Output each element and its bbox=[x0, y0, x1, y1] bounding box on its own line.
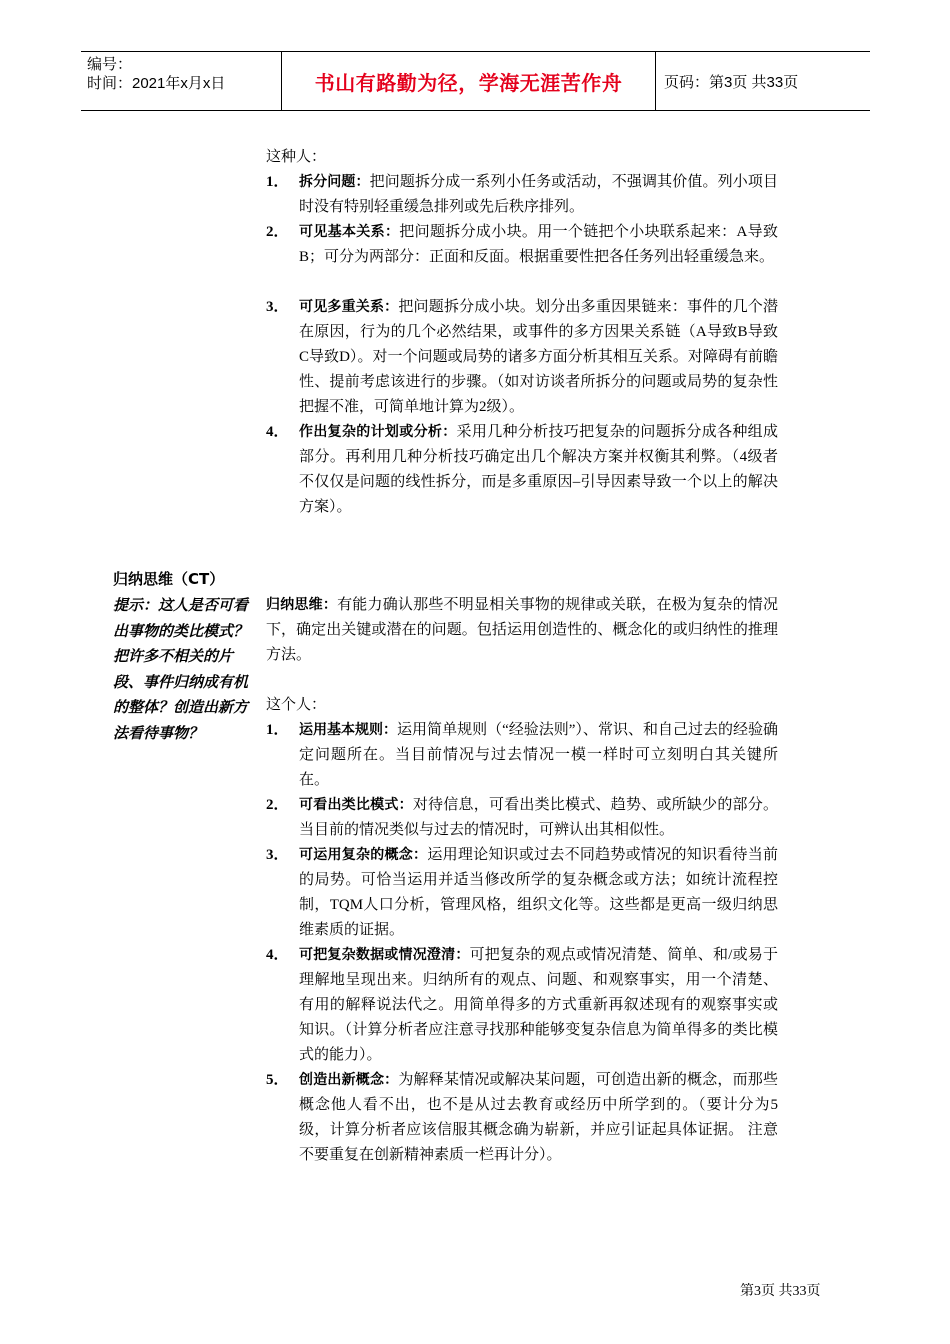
item-number: 2． bbox=[266, 797, 289, 813]
definition-text: 有能力确认那些不明显相关事物的规律或关联，在极为复杂的情况下，确定出关键或潜在的问题。包括运用创造性的、概念化的或归纳性的推理方法。 bbox=[266, 597, 778, 663]
item-text: 把问题拆分成一系列小任务或活动，不强调其价值。列小项目时没有特别轻重缓急排列或先后秩序排列。 bbox=[299, 174, 779, 215]
section2-title: 归纳思维（CT） bbox=[113, 570, 225, 588]
item-text: 运用简单规则（“经验法则”）、常识、和自己过去的经验确定问题所在。当目前情况与过去情况一模一样时可立刻明白其关键所在。 bbox=[299, 722, 779, 788]
header-number-label: 编号： bbox=[87, 56, 133, 73]
section2-intro: 这个人： bbox=[266, 697, 327, 713]
item-title: 可见基本关系： bbox=[299, 224, 400, 240]
item-title: 可运用复杂的概念： bbox=[299, 847, 428, 863]
item-title: 作出复杂的计划或分析： bbox=[299, 424, 457, 440]
item-number: 1． bbox=[266, 174, 289, 190]
item-number: 4． bbox=[266, 424, 289, 440]
page-header bbox=[81, 51, 870, 111]
section1-intro: 这种人： bbox=[266, 149, 327, 165]
item-number: 2． bbox=[266, 224, 289, 240]
section2-hint: 提示：这人是否可看出事物的类比模式？把许多不相关的片段、事件归纳成有机的整体？创造出新方法看待事物？ bbox=[113, 596, 249, 742]
item-text: 把问题拆分成小块。划分出多重因果链来：事件的几个潜在原因，行为的几个必然结果，或事件的多方因果关系链（A导致B导致C导致D）。对一个问题或局势的诸多方面分析其相互关系。对障碍有前瞻性、提前考虑该进行的步骤。（如对访谈者所拆分的问题或局势的复杂性把握不准，可简单地计算为2级）。 bbox=[299, 299, 778, 415]
item-text: 对待信息，可看出类比模式、趋势、或所缺少的部分。 当目前的情况类似与过去的情况时，可辨认出其相似性。 bbox=[299, 797, 778, 838]
page-footer: 第3页 共33页 bbox=[740, 1284, 821, 1299]
header-page-info: 页码：第3页 共33页 bbox=[664, 73, 799, 91]
item-number: 1． bbox=[266, 722, 289, 738]
definition-title: 归纳思维： bbox=[266, 597, 338, 613]
item-title: 运用基本规则： bbox=[299, 722, 398, 738]
item-number: 3． bbox=[266, 847, 289, 863]
item-text: 为解释某情况或解决某问题，可创造出新的概念，而那些概念他人看不出，也不是从过去教育或经历中所学到的。（要计分为5级，计算分析者应该信服其概念确为崭新，并应引证起具体证据。 注意不要重复在创新精神素质一栏再计分）。 bbox=[299, 1072, 778, 1163]
item-number: 3． bbox=[266, 299, 289, 315]
item-title: 创造出新概念： bbox=[299, 1072, 399, 1088]
item-text: 运用理论知识或过去不同趋势或情况的知识看待当前的局势。可恰当运用并适当修改所学的复杂概念或方法；如统计流程控制，TQM人口分析，管理风格，组织文化等。这些都是更高一级归纳思维素质的证据。 bbox=[299, 847, 778, 938]
header-time-label: 时间：2021年x月x日 bbox=[87, 75, 226, 92]
header-motto: 书山有路勤为径，学海无涯苦作舟 bbox=[282, 52, 656, 110]
item-title: 可把复杂数据或情况澄清： bbox=[299, 947, 470, 963]
item-text: 可把复杂的观点或情况清楚、简单、和/或易于理解地呈现出来。归纳所有的观点、问题、和观察事实，用一个清楚、有用的解释说法代之。用简单得多的方式重新再叙述现有的观察事实或知识。（计算分析者应注意寻找那种能够变复杂信息为简单得多的类比模式的能力）。 bbox=[299, 947, 778, 1063]
header-meta bbox=[81, 52, 282, 110]
item-number: 5． bbox=[266, 1072, 289, 1088]
item-text: 把问题拆分成小块。用一个链把个小块联系起来：A导致B；可分为两部分：正面和反面。根据重要性把各任务列出轻重缓急来。 bbox=[299, 224, 778, 265]
item-title: 可见多重关系： bbox=[299, 299, 399, 315]
item-text: 采用几种分析技巧把复杂的问题拆分成各种组成部分。再利用几种分析技巧确定出几个解决方案并权衡其利弊。（4级者不仅仅是问题的线性拆分，而是多重原因–引导因素导致一个以上的解决方案）。 bbox=[299, 424, 778, 515]
item-number: 4． bbox=[266, 947, 289, 963]
item-title: 拆分问题： bbox=[299, 174, 370, 190]
item-title: 可看出类比模式： bbox=[299, 797, 413, 813]
